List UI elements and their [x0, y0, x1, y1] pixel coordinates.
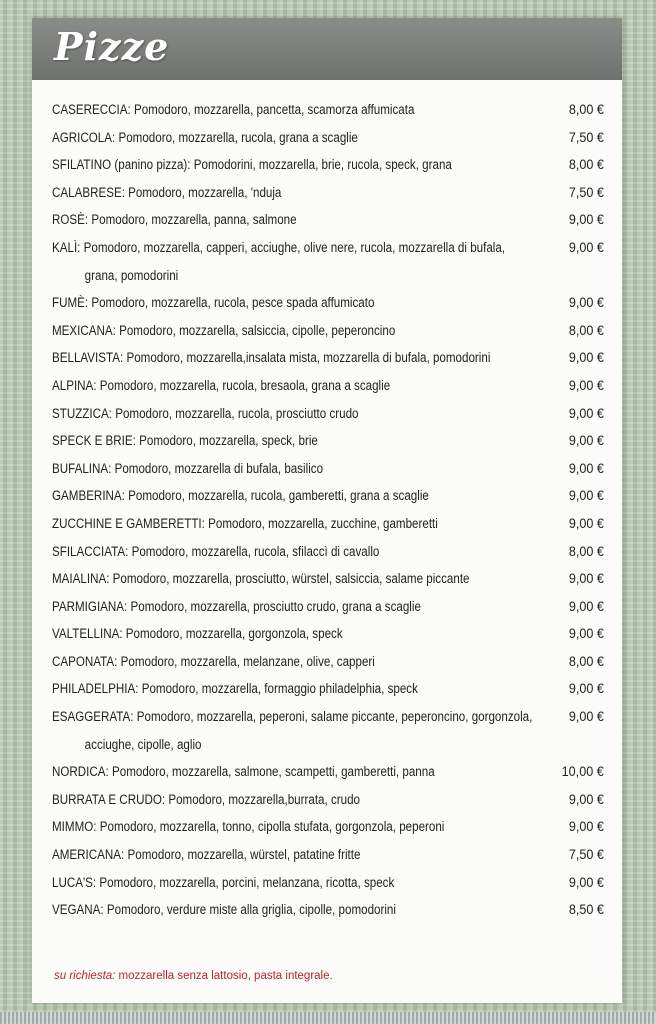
menu-item-text [52, 427, 607, 455]
header-bar [32, 18, 622, 80]
pizza-price: 7,50 € [568, 128, 604, 145]
pizza-name: PARMIGIANA [52, 598, 125, 614]
menu-item-text [52, 372, 607, 400]
menu-item-text [52, 869, 607, 897]
pizza-ingredients: Pomodoro, mozzarella, speck, brie [139, 433, 318, 449]
menu-item-row [52, 538, 607, 566]
pizza-price: 8,00 € [568, 101, 604, 117]
pizza-price: 9,00 € [568, 211, 604, 228]
menu-item-row [52, 124, 607, 152]
pizza-price: 8,50 € [568, 901, 604, 918]
pizza-ingredients: Pomodoro, mozzarella, formaggio philadelphia, speck [141, 681, 418, 697]
menu-item [52, 620, 608, 648]
menu-item-row [52, 675, 607, 703]
pizza-ingredients: Pomodoro, mozzarella, panna, salmone [91, 212, 297, 228]
pizza-price: 7,50 € [568, 846, 604, 863]
pizza-name: ROSÈ [52, 212, 85, 228]
pizza-name: BURRATA E CRUDO [52, 791, 162, 807]
menu-item [52, 179, 608, 207]
pizza-name: MIMMO [52, 819, 94, 835]
menu-item-row [52, 455, 607, 483]
pizza-ingredients: Pomodoro, mozzarella, salsiccia, cipolle, peperoncino [119, 322, 396, 338]
name-separator: : [92, 874, 100, 890]
pizza-ingredients: Pomodoro, mozzarella,insalata mista, mozzarella di bufala, pomodorini [126, 350, 491, 366]
menu-item [52, 538, 608, 566]
menu-item [52, 372, 608, 400]
pizza-ingredients: Pomodoro, mozzarella, capperi, acciughe, olive nere, rucola, mozzarella di bufala, [83, 239, 506, 255]
pizza-ingredients: Pomodoro, mozzarella, salmone, scampetti, gamberetti, panna [112, 764, 435, 780]
menu-item [52, 758, 608, 786]
menu-item [52, 675, 608, 703]
name-separator: : [93, 819, 100, 835]
menu-item-text [52, 96, 607, 124]
pizza-name: BUFALINA [52, 460, 109, 476]
menu-item [52, 786, 608, 814]
pizza-name: CAPONATA [52, 653, 115, 669]
menu-item [52, 344, 608, 372]
name-separator: : [132, 433, 140, 449]
name-separator: : [127, 102, 134, 117]
menu-item [52, 703, 608, 758]
name-separator: : [108, 460, 115, 476]
pizza-price: 8,00 € [568, 321, 604, 338]
menu-item-row [52, 372, 607, 400]
name-separator: : [114, 653, 121, 669]
menu-list [52, 96, 608, 924]
menu-item [52, 427, 608, 455]
menu-item-row [52, 841, 607, 869]
pizza-name: AGRICOLA [52, 129, 113, 145]
menu-item [52, 869, 608, 897]
name-separator: : [135, 681, 142, 697]
footnote [54, 970, 333, 982]
pizza-ingredients: Pomodoro, mozzarella, zucchine, gamberetti [208, 515, 438, 531]
pizza-ingredients: Pomodoro, mozzarella,burrata, crudo [168, 791, 361, 807]
pizza-name: BELLAVISTA [52, 350, 120, 366]
pizza-name: MAIALINA [52, 571, 107, 587]
menu-item [52, 289, 608, 317]
menu-item-row [52, 151, 607, 179]
pizza-name: CASERECCIA [52, 102, 128, 117]
pizza-ingredients: Pomodoro, mozzarella, prosciutto, würstel, salsiccia, salame piccante [112, 571, 470, 587]
menu-item-row [52, 234, 607, 262]
menu-item-text [52, 813, 607, 841]
menu-item [52, 648, 608, 676]
pizza-name: PHILADELPHIA [52, 681, 136, 697]
pizza-price: 7,50 € [568, 183, 604, 200]
pizza-ingredients: Pomodoro, mozzarella, rucola, grana a scaglie [118, 129, 358, 145]
name-separator: : [112, 322, 120, 338]
menu-item-row [52, 344, 607, 372]
menu-item-text [52, 234, 607, 289]
pizza-ingredients: Pomodoro, mozzarella, rucola, prosciutto crudo [115, 405, 359, 421]
menu-item-row [52, 593, 607, 621]
name-separator: : [119, 350, 127, 366]
name-separator: : [121, 847, 128, 863]
pizza-price: 8,00 € [568, 542, 604, 559]
menu-item-row [52, 620, 607, 648]
menu-item-text [52, 896, 607, 924]
name-separator: : [93, 377, 100, 393]
footnote-label: su richiesta: [54, 970, 116, 982]
pizza-price: 9,00 € [568, 459, 604, 476]
pizza-name: AMERICANA [52, 847, 122, 863]
menu-item [52, 455, 608, 483]
menu-item [52, 234, 608, 289]
menu-item-row [52, 206, 607, 234]
name-separator: : [161, 791, 169, 807]
menu-item-text [52, 841, 607, 869]
pizza-name: KALÌ [52, 239, 78, 255]
name-separator: : [121, 488, 129, 504]
footnote-text: mozzarella senza lattosio, pasta integrale. [115, 970, 333, 982]
menu-item [52, 482, 608, 510]
pizza-ingredients-continued: acciughe, cipolle, aglio [84, 736, 202, 752]
page-title: Pizze [54, 24, 170, 69]
name-separator: : [124, 598, 131, 614]
pizza-price: 9,00 € [568, 873, 604, 890]
menu-item [52, 96, 608, 124]
name-separator: : [108, 405, 116, 421]
name-separator: : [112, 129, 119, 145]
menu-item-row [52, 896, 607, 924]
menu-item-row [52, 400, 607, 428]
name-separator: : [84, 212, 92, 228]
menu-item-row [52, 179, 607, 207]
pizza-ingredients: Pomodoro, mozzarella, porcini, melanzana, ricotta, speck [99, 874, 395, 890]
menu-item-row [52, 786, 607, 814]
menu-item-text [52, 593, 607, 621]
name-separator: : [201, 515, 209, 531]
menu-item-row [52, 289, 607, 317]
name-separator: : [125, 543, 132, 559]
menu-item-text [52, 538, 607, 566]
menu-item [52, 896, 608, 924]
menu-item-row [52, 317, 607, 345]
menu-item-text [52, 703, 607, 758]
menu-item [52, 317, 608, 345]
pizza-price: 9,00 € [568, 708, 604, 725]
menu-item-text [52, 565, 607, 593]
menu-item-text [52, 648, 607, 676]
pizza-name: FUMÈ [52, 295, 85, 311]
menu-item [52, 813, 608, 841]
menu-item-text [52, 620, 607, 648]
pizza-ingredients: Pomodoro, mozzarella di bufala, basilico [114, 460, 324, 476]
pizza-name: STUZZICA [52, 405, 109, 421]
bottom-strip [0, 1012, 656, 1024]
pizza-ingredients: Pomodoro, mozzarella, prosciutto crudo, grana a scaglie [130, 598, 421, 614]
menu-item-text [52, 344, 607, 372]
pizza-price: 9,00 € [568, 487, 604, 504]
menu-item-row [52, 703, 607, 731]
pizza-price: 8,00 € [568, 156, 604, 173]
pizza-price: 9,00 € [568, 404, 604, 421]
menu-item [52, 510, 608, 538]
pizza-name: VALTELLINA [52, 626, 120, 642]
pizza-price: 8,00 € [568, 652, 604, 669]
pizza-ingredients: Pomodoro, mozzarella, melanzane, olive, capperi [120, 653, 375, 669]
menu-sheet [32, 18, 622, 1003]
pizza-price: 9,00 € [568, 680, 604, 697]
name-separator: : [106, 571, 113, 587]
name-separator: : [77, 239, 84, 255]
pizza-ingredients: Pomodoro, mozzarella, würstel, patatine fritte [127, 847, 361, 863]
pizza-name: ALPINA [52, 377, 94, 393]
name-separator: : [105, 764, 113, 780]
name-separator: : [119, 626, 126, 642]
pizza-ingredients: Pomodoro, mozzarella, pancetta, scamorza affumicata [133, 102, 415, 117]
menu-item-text [52, 151, 607, 179]
menu-item-row [52, 758, 607, 786]
pizza-price: 9,00 € [568, 432, 604, 449]
pizza-name: LUCA'S [52, 874, 93, 890]
pizza-price: 9,00 € [568, 294, 604, 311]
name-separator: : [100, 902, 107, 918]
pizza-price: 9,00 € [568, 570, 604, 587]
pizza-ingredients: Pomodoro, mozzarella, rucola, sfilaccì di cavallo [131, 543, 380, 559]
menu-item-text [52, 786, 607, 814]
menu-item [52, 400, 608, 428]
pizza-ingredients-continued: grana, pomodorini [84, 267, 179, 283]
menu-item [52, 124, 608, 152]
menu-item-row [52, 96, 607, 124]
pizza-name: ZUCCHINE E GAMBERETTI [52, 515, 202, 531]
menu-item [52, 841, 608, 869]
menu-item-row [52, 869, 607, 897]
menu-item-row [52, 565, 607, 593]
name-separator: : [84, 295, 92, 311]
menu-item-text [52, 317, 607, 345]
menu-item-row [52, 427, 607, 455]
pizza-price: 9,00 € [568, 790, 604, 807]
pizza-ingredients: Pomodoro, mozzarella, gorgonzola, speck [125, 626, 343, 642]
pizza-name: SFILATINO [52, 157, 112, 173]
name-separator: : [121, 184, 129, 200]
menu-item-text [52, 400, 607, 428]
menu-item-row [52, 648, 607, 676]
menu-item-row [52, 482, 607, 510]
pizza-ingredients: Pomodoro, mozzarella, peperoni, salame piccante, peperoncino, gorgonzola, [136, 709, 533, 725]
menu-item-text [52, 482, 607, 510]
menu-item-row [52, 510, 607, 538]
pizza-name: SPECK E BRIE [52, 433, 133, 449]
pizza-ingredients: Pomodoro, mozzarella, 'nduja [128, 184, 282, 200]
pizza-price: 9,00 € [568, 597, 604, 614]
pizza-name: NORDICA [52, 764, 106, 780]
pizza-ingredients: Pomodoro, mozzarella, rucola, gamberetti, grana a scaglie [128, 488, 429, 504]
menu-item [52, 593, 608, 621]
name-separator: : [130, 709, 137, 725]
menu-item-text [52, 289, 607, 317]
pizza-name: GAMBERINA [52, 488, 122, 504]
pizza-price: 9,00 € [568, 238, 604, 255]
pizza-price: 9,00 € [568, 349, 604, 366]
menu-item-text [52, 510, 607, 538]
pizza-name: VEGANA [52, 902, 101, 918]
pizza-name: ESAGGERATA [52, 709, 131, 725]
pizza-price: 9,00 € [568, 514, 604, 531]
pizza-price: 9,00 € [568, 376, 604, 393]
pizza-ingredients: Pomodoro, mozzarella, rucola, pesce spada affumicato [91, 295, 375, 311]
pizza-name: CALABRESE [52, 184, 122, 200]
pizza-name: SFILACCIATA [52, 543, 126, 559]
menu-item-text [52, 758, 607, 786]
pizza-price: 9,00 € [568, 818, 604, 835]
menu-item-text [52, 206, 607, 234]
menu-item-text [52, 675, 607, 703]
pizza-ingredients: Pomodoro, mozzarella, rucola, bresaola, grana a scaglie [99, 377, 391, 393]
menu-item [52, 206, 608, 234]
menu-item-text [52, 455, 607, 483]
menu-item-text [52, 124, 607, 152]
menu-item-text [52, 179, 607, 207]
menu-item [52, 565, 608, 593]
pizza-ingredients: (panino pizza): Pomodorini, mozzarella, brie, rucola, speck, grana [114, 157, 452, 173]
pizza-price: 10,00 € [561, 763, 604, 780]
pizza-ingredients: Pomodoro, verdure miste alla griglia, cipolle, pomodorini [106, 902, 396, 918]
pizza-price: 9,00 € [568, 625, 604, 642]
menu-item-row [52, 813, 607, 841]
pizza-ingredients: Pomodoro, mozzarella, tonno, cipolla stufata, gorgonzola, peperoni [99, 819, 445, 835]
pizza-name: MEXICANA [52, 322, 113, 338]
menu-item [52, 151, 608, 179]
